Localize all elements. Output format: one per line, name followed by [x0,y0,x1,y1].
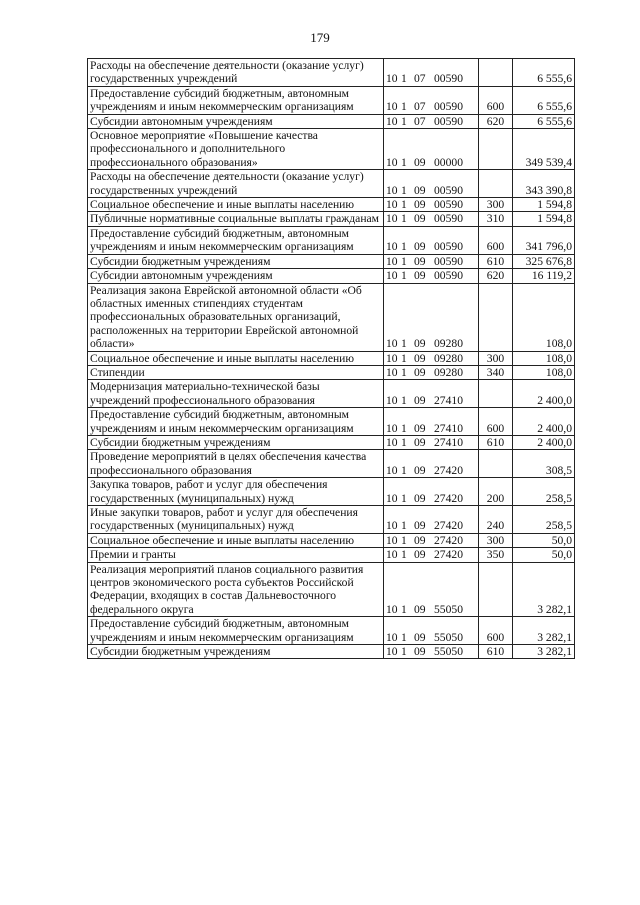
row-amount: 2 400,0 [513,435,575,449]
code-subprogram: 09 [414,548,426,562]
row-name: Предоставление субсидий бюджетным, автономным учреждениям и иным некоммерческим организациям [88,226,384,254]
table-body [88,59,575,659]
row-amount: 108,0 [513,365,575,379]
row-expense-type: 200 [479,478,513,506]
table-row [88,198,575,212]
row-expense-type [479,380,513,408]
row-name: Социальное обеспечение и иные выплаты населению [88,351,384,365]
row-name: Предоставление субсидий бюджетным, автономным учреждениям и иным некоммерческим организациям [88,617,384,645]
code-section: 10 [386,519,398,533]
row-name: Расходы на обеспечение деятельности (оказание услуг) государственных учреждений [88,59,384,87]
code-direction: 00590 [434,198,463,212]
code-subprogram: 09 [414,533,426,547]
table-row [88,478,575,506]
code-direction: 27420 [434,533,463,547]
table-row [88,506,575,534]
row-code [384,114,479,128]
row-amount: 50,0 [513,533,575,547]
code-program: 1 [401,393,407,407]
row-name: Премии и гранты [88,548,384,562]
code-subprogram: 09 [414,645,426,659]
row-expense-type: 620 [479,269,513,283]
row-amount: 308,5 [513,450,575,478]
code-program: 1 [401,491,407,505]
code-program: 1 [401,254,407,268]
row-amount: 1 594,8 [513,212,575,226]
code-program: 1 [401,645,407,659]
row-name: Субсидии автономным учреждениям [88,269,384,283]
code-subprogram: 09 [414,212,426,226]
row-expense-type: 610 [479,645,513,659]
code-subprogram: 09 [414,421,426,435]
row-code [384,380,479,408]
code-subprogram: 09 [414,630,426,644]
row-code [384,283,479,351]
code-subprogram: 09 [414,198,426,212]
code-section: 10 [386,602,398,616]
code-program: 1 [401,269,407,283]
row-amount: 3 282,1 [513,562,575,617]
code-section: 10 [386,365,398,379]
row-name: Социальное обеспечение и иные выплаты населению [88,533,384,547]
code-section: 10 [386,351,398,365]
code-direction: 00000 [434,155,463,169]
row-name: Реализация мероприятий планов социального развития центров экономического роста субъектов Российской Федерации, входящих в состав Дальневосточного федерального округа [88,562,384,617]
code-subprogram: 09 [414,155,426,169]
code-section: 10 [386,393,398,407]
row-expense-type: 610 [479,435,513,449]
row-code [384,365,479,379]
row-amount: 341 796,0 [513,226,575,254]
table-row [88,645,575,659]
code-direction: 55050 [434,630,463,644]
row-amount: 108,0 [513,283,575,351]
code-direction: 09280 [434,365,463,379]
code-direction: 00590 [434,254,463,268]
row-name: Проведение мероприятий в целях обеспечения качества профессионального образования [88,450,384,478]
table-row [88,129,575,170]
code-section: 10 [386,337,398,351]
row-name: Субсидии бюджетным учреждениям [88,254,384,268]
table-row [88,269,575,283]
code-section: 10 [386,463,398,477]
row-amount: 6 555,6 [513,59,575,87]
budget-table [87,58,575,659]
table-row [88,170,575,198]
row-expense-type: 300 [479,351,513,365]
code-program: 1 [401,548,407,562]
row-amount: 50,0 [513,548,575,562]
row-expense-type: 300 [479,533,513,547]
row-expense-type: 620 [479,114,513,128]
row-expense-type [479,283,513,351]
code-direction: 55050 [434,645,463,659]
table-row [88,435,575,449]
code-subprogram: 09 [414,240,426,254]
row-amount: 258,5 [513,506,575,534]
table-row [88,548,575,562]
row-code [384,645,479,659]
code-direction: 27420 [434,463,463,477]
row-amount: 16 119,2 [513,269,575,283]
code-subprogram: 09 [414,254,426,268]
table-row [88,283,575,351]
table-row [88,226,575,254]
code-direction: 00590 [434,212,463,226]
row-amount: 6 555,6 [513,86,575,114]
row-code [384,226,479,254]
row-code [384,408,479,436]
row-code [384,435,479,449]
row-code [384,254,479,268]
row-amount: 325 676,8 [513,254,575,268]
code-subprogram: 09 [414,365,426,379]
code-section: 10 [386,100,398,114]
code-section: 10 [386,183,398,197]
row-expense-type [479,59,513,87]
table-row [88,212,575,226]
row-name: Модернизация материально-технической базы учреждений профессионального образования [88,380,384,408]
code-subprogram: 09 [414,491,426,505]
code-program: 1 [401,155,407,169]
code-subprogram: 09 [414,435,426,449]
row-name: Субсидии бюджетным учреждениям [88,435,384,449]
row-code [384,212,479,226]
code-subprogram: 09 [414,393,426,407]
code-direction: 00590 [434,240,463,254]
row-name: Публичные нормативные социальные выплаты гражданам [88,212,384,226]
row-name: Субсидии автономным учреждениям [88,114,384,128]
row-expense-type: 600 [479,86,513,114]
table-row [88,86,575,114]
code-program: 1 [401,337,407,351]
code-direction: 00590 [434,100,463,114]
row-expense-type [479,562,513,617]
row-expense-type: 350 [479,548,513,562]
code-section: 10 [386,240,398,254]
row-expense-type: 610 [479,254,513,268]
row-amount: 343 390,8 [513,170,575,198]
table-row [88,450,575,478]
code-section: 10 [386,421,398,435]
code-program: 1 [401,198,407,212]
code-program: 1 [401,212,407,226]
row-code [384,562,479,617]
page-number: 179 [310,30,330,45]
row-code [384,351,479,365]
code-section: 10 [386,155,398,169]
code-subprogram: 09 [414,351,426,365]
row-amount: 2 400,0 [513,380,575,408]
row-amount: 3 282,1 [513,645,575,659]
row-amount: 2 400,0 [513,408,575,436]
row-expense-type: 340 [479,365,513,379]
table-row [88,380,575,408]
row-code [384,548,479,562]
table-row [88,533,575,547]
table-row [88,617,575,645]
code-section: 10 [386,491,398,505]
code-section: 10 [386,198,398,212]
code-program: 1 [401,240,407,254]
row-expense-type: 600 [479,617,513,645]
row-amount: 258,5 [513,478,575,506]
code-section: 10 [386,212,398,226]
code-subprogram: 09 [414,183,426,197]
code-section: 10 [386,435,398,449]
row-name: Субсидии бюджетным учреждениям [88,645,384,659]
table-row [88,365,575,379]
row-expense-type [479,450,513,478]
row-name: Расходы на обеспечение деятельности (оказание услуг) государственных учреждений [88,170,384,198]
code-program: 1 [401,114,407,128]
code-subprogram: 07 [414,100,426,114]
row-name: Социальное обеспечение и иные выплаты населению [88,198,384,212]
code-subprogram: 07 [414,114,426,128]
code-direction: 00590 [434,114,463,128]
row-amount: 349 539,4 [513,129,575,170]
row-name: Стипендии [88,365,384,379]
code-program: 1 [401,351,407,365]
code-program: 1 [401,519,407,533]
code-section: 10 [386,114,398,128]
code-section: 10 [386,548,398,562]
code-program: 1 [401,183,407,197]
code-program: 1 [401,365,407,379]
row-code [384,269,479,283]
code-program: 1 [401,100,407,114]
code-direction: 27420 [434,519,463,533]
row-name: Реализация закона Еврейской автономной области «Об областных именных стипендиях студентам профессиональных образовательных организаций, расположенных на территории Еврейской автономной области» [88,283,384,351]
code-section: 10 [386,630,398,644]
table-row [88,562,575,617]
row-amount: 3 282,1 [513,617,575,645]
code-section: 10 [386,254,398,268]
row-code [384,59,479,87]
row-expense-type: 600 [479,408,513,436]
table-row [88,114,575,128]
code-direction: 00590 [434,183,463,197]
code-section: 10 [386,269,398,283]
row-expense-type: 310 [479,212,513,226]
code-direction: 00590 [434,72,463,86]
code-section: 10 [386,533,398,547]
code-program: 1 [401,630,407,644]
code-program: 1 [401,463,407,477]
row-code [384,129,479,170]
row-expense-type [479,170,513,198]
code-direction: 09280 [434,337,463,351]
table-row [88,254,575,268]
code-direction: 27420 [434,548,463,562]
code-program: 1 [401,421,407,435]
table-row [88,59,575,87]
code-direction: 27410 [434,421,463,435]
row-expense-type: 240 [479,506,513,534]
code-direction: 55050 [434,602,463,616]
row-name: Закупка товаров, работ и услуг для обеспечения государственных (муниципальных) нужд [88,478,384,506]
row-code [384,533,479,547]
code-direction: 00590 [434,269,463,283]
code-program: 1 [401,533,407,547]
row-amount: 108,0 [513,351,575,365]
row-name: Предоставление субсидий бюджетным, автономным учреждениям и иным некоммерческим организациям [88,86,384,114]
row-code [384,198,479,212]
code-program: 1 [401,72,407,86]
row-code [384,478,479,506]
code-direction: 27410 [434,435,463,449]
row-code [384,450,479,478]
row-expense-type: 600 [479,226,513,254]
row-code [384,506,479,534]
code-subprogram: 09 [414,337,426,351]
row-amount: 1 594,8 [513,198,575,212]
code-subprogram: 07 [414,72,426,86]
code-direction: 27410 [434,393,463,407]
table-row [88,351,575,365]
row-expense-type: 300 [479,198,513,212]
row-expense-type [479,129,513,170]
row-name: Основное мероприятие «Повышение качества профессионального и дополнительного профессионального образования» [88,129,384,170]
code-program: 1 [401,602,407,616]
row-code [384,170,479,198]
code-subprogram: 09 [414,269,426,283]
code-section: 10 [386,645,398,659]
code-section: 10 [386,72,398,86]
code-direction: 27420 [434,491,463,505]
row-name: Иные закупки товаров, работ и услуг для обеспечения государственных (муниципальных) нужд [88,506,384,534]
code-subprogram: 09 [414,519,426,533]
code-program: 1 [401,435,407,449]
code-direction: 09280 [434,351,463,365]
table-row [88,408,575,436]
code-subprogram: 09 [414,602,426,616]
row-code [384,617,479,645]
row-code [384,86,479,114]
row-amount: 6 555,6 [513,114,575,128]
code-subprogram: 09 [414,463,426,477]
row-name: Предоставление субсидий бюджетным, автономным учреждениям и иным некоммерческим организациям [88,408,384,436]
